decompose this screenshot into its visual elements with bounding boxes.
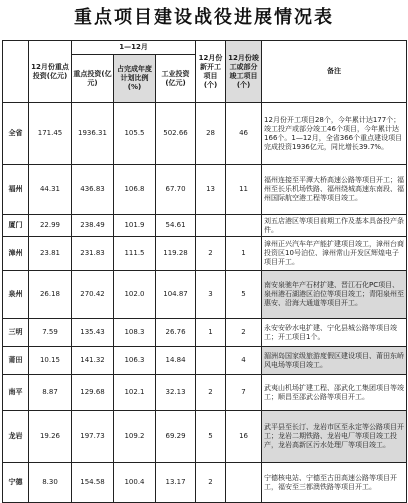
row-total: 141.32 bbox=[72, 347, 114, 375]
row-done: 46 bbox=[226, 103, 262, 165]
row-done: 16 bbox=[226, 411, 262, 463]
header-ratio: 占完成年度计划比例(%) bbox=[114, 55, 156, 103]
row-city: 宁德 bbox=[3, 463, 29, 503]
row-industry: 13.17 bbox=[156, 463, 196, 503]
row-new: 2 bbox=[196, 463, 226, 503]
row-city: 福州 bbox=[3, 165, 29, 215]
row-new: 2 bbox=[196, 237, 226, 271]
page-title: 重点项目建设战役进展情况表 bbox=[74, 7, 334, 28]
row-dec: 171.45 bbox=[29, 103, 72, 165]
row-total: 197.73 bbox=[72, 411, 114, 463]
row-note: 刘五店港区等项目前期工作及基本具备投产条件。 bbox=[262, 215, 407, 237]
row-note: 湄洲岛国家级旅游度假区建设项目、莆田东峤风电场等项目竣工。 bbox=[262, 347, 407, 375]
row-note: 南安泉驰年产石材扩建、晋江石化PC项目、泉州港石湖港区泊位等项目竣工；青阳泉州至惠安、沿海大通道等项目开工。 bbox=[262, 271, 407, 319]
header-jan-dec: 1—12月 bbox=[72, 41, 196, 55]
row-total: 231.83 bbox=[72, 237, 114, 271]
header-total-invest: 重点投资(亿元) bbox=[72, 55, 114, 103]
header-new-dec: 12月份新开工项目(个) bbox=[196, 41, 226, 103]
row-ratio: 102.1 bbox=[114, 375, 156, 411]
header-notes: 备注 bbox=[262, 41, 407, 103]
table-row bbox=[3, 271, 407, 319]
table-row bbox=[3, 319, 407, 347]
row-total: 238.49 bbox=[72, 215, 114, 237]
row-city: 龙岩 bbox=[3, 411, 29, 463]
row-new: 5 bbox=[196, 411, 226, 463]
row-dec: 8.30 bbox=[29, 463, 72, 503]
progress-table bbox=[2, 40, 407, 503]
row-industry: 69.29 bbox=[156, 411, 196, 463]
row-industry: 26.76 bbox=[156, 319, 196, 347]
table-row bbox=[3, 237, 407, 271]
row-ratio: 106.3 bbox=[114, 347, 156, 375]
row-ratio: 100.4 bbox=[114, 463, 156, 503]
row-dec: 22.99 bbox=[29, 215, 72, 237]
table-row bbox=[3, 463, 407, 503]
header-industry: 工业投资(亿元) bbox=[156, 55, 196, 103]
row-new: 13 bbox=[196, 165, 226, 215]
row-dec: 23.81 bbox=[29, 237, 72, 271]
table-row bbox=[3, 215, 407, 237]
row-city: 三明 bbox=[3, 319, 29, 347]
row-industry: 14.84 bbox=[156, 347, 196, 375]
row-ratio: 106.8 bbox=[114, 165, 156, 215]
row-ratio: 108.3 bbox=[114, 319, 156, 347]
row-industry: 32.13 bbox=[156, 375, 196, 411]
row-new bbox=[196, 347, 226, 375]
row-ratio: 102.0 bbox=[114, 271, 156, 319]
row-city: 全省 bbox=[3, 103, 29, 165]
row-done bbox=[226, 463, 262, 503]
row-note: 宁德核电站、宁德至古田高速公路等项目开工，福安至三都澳铁路等项目开工。 bbox=[262, 463, 407, 503]
row-ratio: 105.5 bbox=[114, 103, 156, 165]
row-done: 5 bbox=[226, 271, 262, 319]
row-new: 2 bbox=[196, 375, 226, 411]
row-new: 3 bbox=[196, 271, 226, 319]
row-city: 南平 bbox=[3, 375, 29, 411]
header-dec-invest: 12月份重点投资(亿元) bbox=[29, 41, 72, 103]
row-ratio: 111.5 bbox=[114, 237, 156, 271]
row-ratio: 101.9 bbox=[114, 215, 156, 237]
row-dec: 8.87 bbox=[29, 375, 72, 411]
row-note: 福州连接至平潭大桥高速公路等项目开工；福州至长乐机场铁路、福州绕城高速东南段、福州国际航空港工程等项目竣工。 bbox=[262, 165, 407, 215]
row-done: 1 bbox=[226, 237, 262, 271]
row-note: 武平县至长汀、龙岩市区至永定等公路项目开工；龙岩二期铁路、龙岩电厂等项目竣工投产，龙岩高新区污水处理厂等项目竣工。 bbox=[262, 411, 407, 463]
row-total: 436.83 bbox=[72, 165, 114, 215]
row-new: 28 bbox=[196, 103, 226, 165]
header-city bbox=[3, 41, 29, 103]
header-completed-dec: 12月份竣工或部分竣工项目(个) bbox=[226, 41, 262, 103]
row-dec: 10.15 bbox=[29, 347, 72, 375]
row-total: 154.58 bbox=[72, 463, 114, 503]
row-total: 1936.31 bbox=[72, 103, 114, 165]
row-done bbox=[226, 215, 262, 237]
row-note: 永安安砂水电扩建、宁化县城公路等项目竣工；开工项目1个。 bbox=[262, 319, 407, 347]
row-new bbox=[196, 215, 226, 237]
table-row bbox=[3, 411, 407, 463]
row-industry: 502.66 bbox=[156, 103, 196, 165]
row-city: 泉州 bbox=[3, 271, 29, 319]
table-row bbox=[3, 103, 407, 165]
row-done: 4 bbox=[226, 347, 262, 375]
row-city: 莆田 bbox=[3, 347, 29, 375]
row-note: 武夷山机场扩建工程、邵武化工集团项目等竣工；顺昌至邵武公路等项目开工。 bbox=[262, 375, 407, 411]
row-new: 1 bbox=[196, 319, 226, 347]
row-done: 2 bbox=[226, 319, 262, 347]
row-city: 漳州 bbox=[3, 237, 29, 271]
row-industry: 119.28 bbox=[156, 237, 196, 271]
row-industry: 67.70 bbox=[156, 165, 196, 215]
row-industry: 54.61 bbox=[156, 215, 196, 237]
table-row bbox=[3, 347, 407, 375]
row-done: 7 bbox=[226, 375, 262, 411]
row-total: 129.68 bbox=[72, 375, 114, 411]
row-ratio: 109.2 bbox=[114, 411, 156, 463]
row-dec: 19.26 bbox=[29, 411, 72, 463]
table-row bbox=[3, 375, 407, 411]
row-done: 11 bbox=[226, 165, 262, 215]
row-dec: 44.31 bbox=[29, 165, 72, 215]
row-industry: 104.87 bbox=[156, 271, 196, 319]
row-dec: 7.59 bbox=[29, 319, 72, 347]
row-total: 135.43 bbox=[72, 319, 114, 347]
row-note: 漳州正兴汽车年产能扩建项目竣工，漳州台商投资区10号泊位、漳州常山开发区辉煌电子项目开工。 bbox=[262, 237, 407, 271]
row-dec: 26.18 bbox=[29, 271, 72, 319]
table-row bbox=[3, 165, 407, 215]
row-city: 厦门 bbox=[3, 215, 29, 237]
row-total: 270.42 bbox=[72, 271, 114, 319]
row-note: 12月份开工项目28个，今年累计达177个；竣工投产或部分竣工46个项目，今年累计达166个。1—12月，全省366个重点建设项目完成投资1936亿元，同比增长39.7%。 bbox=[262, 103, 407, 165]
